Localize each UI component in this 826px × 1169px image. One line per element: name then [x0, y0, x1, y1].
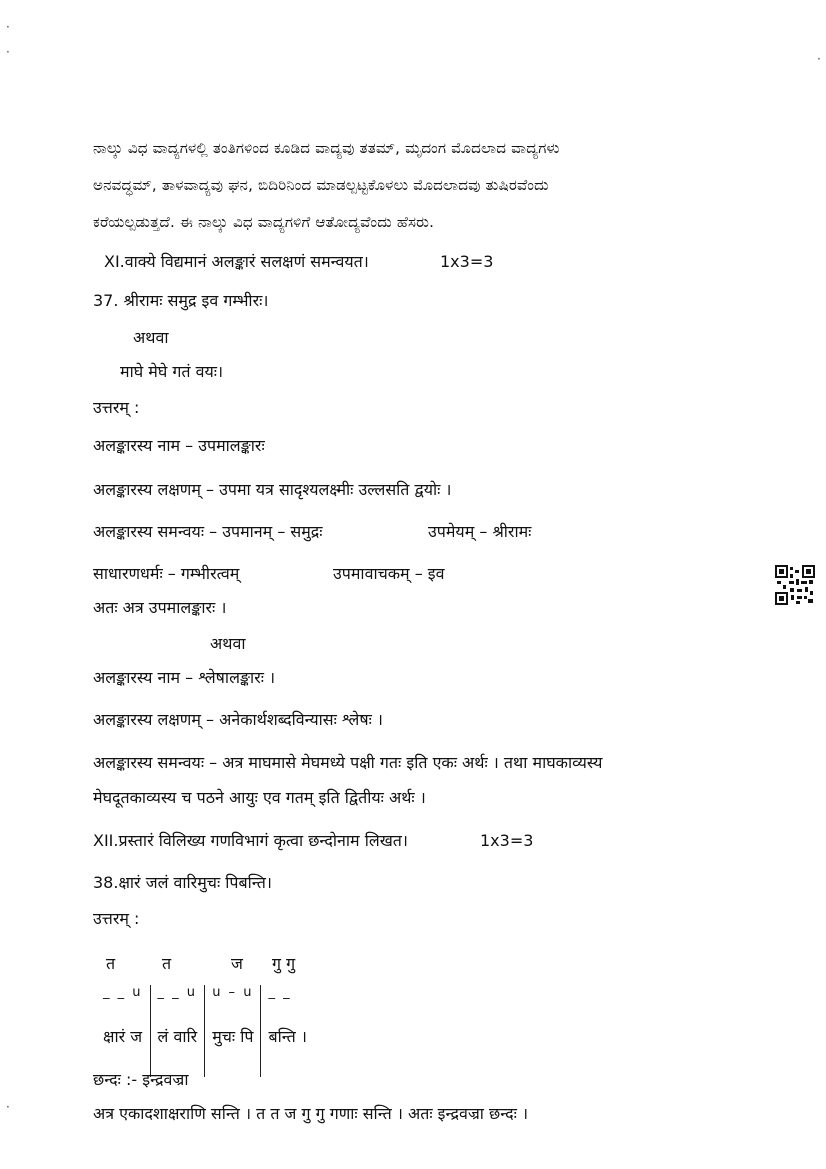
conclusion-2: अत्र एकादशाक्षराणि सन्ति । त त ज गु गु गणाः सन्ति । अतः इन्द्रवज्रा छन्दः ।: [93, 1104, 529, 1123]
metre-symbol: u – u: [205, 985, 261, 1011]
athava-label: अथवा: [133, 328, 169, 347]
sadharana-dharma: साधारणधर्मः – गम्भीरत्वम्: [93, 564, 240, 583]
question-37-alt: माघे मेघे गतं वयः।: [120, 362, 224, 381]
conclusion-1: अतः अत्र उपमालङ्कारः ।: [93, 598, 227, 617]
qr-code: [775, 565, 815, 605]
kannada-line-1: ನಾಲ್ಕು ವಿಧ ವಾದ್ಯಗಳಲ್ಲಿ ತಂತಿಗಳಿಂದ ಕೂಡಿದ ವಾದ್ಯವು ತತಮ್, ಮೃದಂಗ ಮೊದಲಾದ ವಾದ್ಯಗಳು: [93, 139, 560, 157]
metre-symbol: _ _: [261, 985, 314, 1011]
section-12-marks: 1x3=3: [480, 831, 534, 850]
kannada-line-2: ಅನವದ್ಧಮ್, ತಾಳವಾದ್ಯವು ಘನ, ಬಿದಿರಿನಿಂದ ಮಾಡಲ್ಪಟ್ಟಕೊಳಲು ಮೊದಲಾದವು ತುಷಿರವೆಂದು: [93, 176, 549, 194]
alankara-samanvaya-1a: अलङ्कारस्य समन्वयः – उपमानम् – समुद्रः: [93, 522, 323, 541]
gana-label: ज: [231, 954, 243, 973]
upama-vachaka: उपमावाचकम् – इव: [333, 564, 445, 583]
margin-mark: ·: [817, 52, 821, 66]
question-37: 37. श्रीरामः समुद्र इव गम्भीरः।: [93, 291, 269, 310]
syllable-group: मुचः पि: [205, 1011, 261, 1077]
alankara-lakshana-2: अलङ्कारस्य लक्षणम् – अनेकार्थशब्दविन्यासः श्लेषः ।: [93, 710, 383, 729]
syllable-group: लं वारि: [150, 1011, 205, 1077]
alankara-samanvaya-2a: अलङ्कारस्य समन्वयः – अत्र माघमासे मेघमध्ये पक्षी गतः इति एकः अर्थः । तथा माघकाव्यस्य: [93, 753, 603, 772]
syllables-row: [96, 1011, 314, 1077]
section-11-marks: 1x3=3: [440, 252, 494, 271]
alankara-name-1: अलङ्कारस्य नाम – उपमालङ्कारः: [93, 436, 265, 455]
alankara-name-2: अलङ्कारस्य नाम – श्लेषालङ्कारः ।: [93, 668, 276, 687]
chandas-name: छन्दः :- इन्द्रवज्रा: [93, 1070, 189, 1089]
prastara-table: [96, 985, 314, 1077]
answer-label: उत्तरम् :: [93, 398, 140, 417]
kannada-line-3: ಕರೆಯಲ್ಪಡುತ್ತದೆ. ಈ ನಾಲ್ಕು ವಿಧ ವಾದ್ಯಗಳಿಗೆ ಆತೋದ್ಯವೆಂದು ಹೆಸರು.: [93, 213, 435, 231]
gana-label: गु गु: [272, 954, 296, 973]
answer-label-2: उत्तरम् :: [93, 909, 140, 928]
gana-label: त: [106, 954, 116, 973]
metre-symbols-row: [96, 985, 314, 1011]
metre-symbol: _ _ u: [103, 985, 143, 1000]
margin-mark: ·: [6, 20, 10, 34]
margin-mark: ·: [6, 1100, 10, 1114]
syllable-group: क्षारं ज: [103, 1027, 143, 1046]
syllable-group: बन्ति ।: [261, 1011, 314, 1077]
metre-symbol: _ _ u: [150, 985, 205, 1011]
gana-label: त: [162, 954, 172, 973]
section-11-heading: XI.वाक्ये विद्यमानं अलङ्कारं सलक्षणं समन्वयत।: [104, 252, 369, 271]
margin-mark: ·: [6, 45, 10, 59]
section-12-heading: XII.प्रस्तारं विलिख्य गणविभागं कृत्वा छन्दोनाम लिखत।: [93, 831, 408, 850]
athava-label-2: अथवा: [210, 634, 246, 653]
question-38: 38.क्षारं जलं वारिमुचः पिबन्ति।: [93, 873, 272, 892]
alankara-samanvaya-1b: उपमेयम् – श्रीरामः: [428, 522, 532, 541]
alankara-lakshana-1: अलङ्कारस्य लक्षणम् – उपमा यत्र सादृश्यलक्ष्मीः उल्लसति द्वयोः ।: [93, 480, 452, 499]
alankara-samanvaya-2b: मेघदूतकाव्यस्य च पठने आयुः एव गतम् इति द्वितीयः अर्थः ।: [93, 788, 426, 807]
